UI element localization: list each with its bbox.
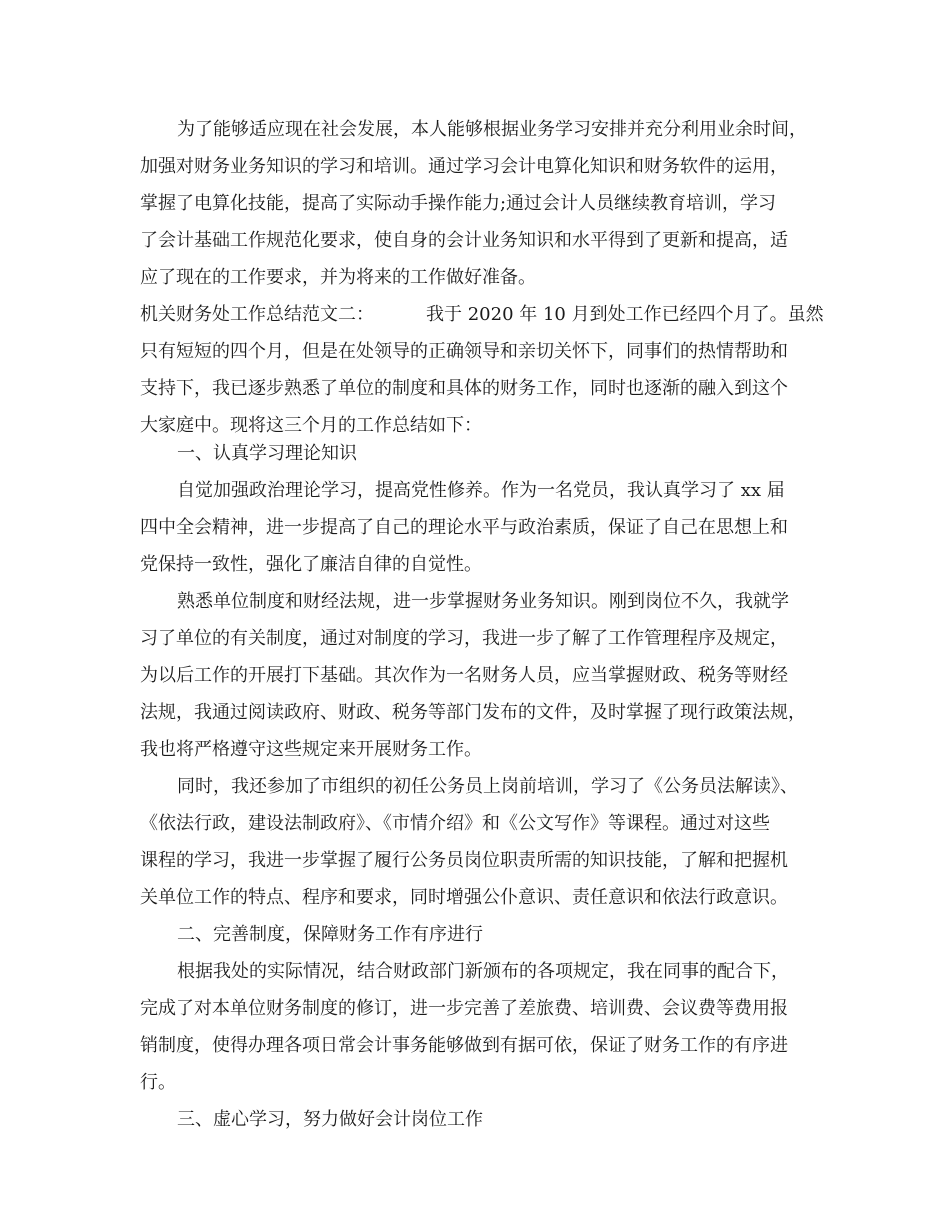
text-line: 为以后工作的开展打下基础。其次作为一名财务人员，应当掌握财政、税务等财经 — [140, 665, 788, 686]
text-line: 党保持一致性，强化了廉洁自律的自觉性。 — [140, 554, 482, 575]
text-line: 我也将严格遵守这些规定来开展财务工作。 — [140, 739, 482, 760]
text-line: 只有短短的四个月，但是在处领导的正确领导和亲切关怀下，同事们的热情帮助和 — [140, 341, 788, 362]
text-line: 支持下，我已逐步熟悉了单位的制度和具体的财务工作，同时也逐渐的融入到这个 — [140, 378, 788, 399]
subheading-3: 三、虚心学习，努力做好会计岗位工作 — [177, 1109, 483, 1130]
section-title: 机关财务处工作总结范文二： — [140, 304, 374, 325]
text-line: 《依法行政，建设法制政府》、《市情介绍》和《公文写作》等课程。通过对这些 — [140, 813, 770, 834]
text-line: 我于 2020 年 10 月到处工作已经四个月了。虽然 — [426, 304, 824, 325]
section-heading-line — [140, 303, 824, 327]
subheading-2: 二、完善制度，保障财务工作有序进行 — [177, 924, 483, 945]
text-line: 销制度，使得办理各项日常会计事务能够做到有据可依，保证了财务工作的有序进 — [140, 1035, 788, 1056]
text-line: 根据我处的实际情况，结合财政部门新颁布的各项规定，我在同事的配合下， — [177, 961, 789, 982]
text-line: 法规，我通过阅读政府、财政、税务等部门发布的文件，及时掌握了现行政策法规， — [140, 702, 806, 723]
text-line: 自觉加强政治理论学习，提高党性修养。作为一名党员，我认真学习了 xx 届 — [177, 480, 785, 501]
subheading-1: 一、认真学习理论知识 — [177, 443, 357, 464]
text-line: 完成了对本单位财务制度的修订，进一步完善了差旅费、培训费、会议费等费用报 — [140, 998, 788, 1019]
text-line: 四中全会精神，进一步提高了自己的理论水平与政治素质，保证了自己在思想上和 — [140, 517, 788, 538]
text-line: 加强对财务业务知识的学习和培训。通过学习会计电算化知识和财务软件的运用， — [140, 156, 788, 177]
text-line: 了会计基础工作规范化要求，使自身的会计业务知识和水平得到了更新和提高，适 — [140, 230, 788, 251]
text-line: 同时，我还参加了市组织的初任公务员上岗前培训，学习了《公务员法解读》、 — [177, 776, 798, 797]
text-line: 大家庭中。现将这三个月的工作总结如下： — [140, 415, 482, 436]
text-line: 关单位工作的特点、程序和要求，同时增强公仆意识、责任意识和依法行政意识。 — [140, 887, 788, 908]
text-line: 熟悉单位制度和财经法规，进一步掌握财务业务知识。刚到岗位不久，我就学 — [177, 591, 789, 612]
text-line: 为了能够适应现在社会发展，本人能够根据业务学习安排并充分利用业余时间， — [177, 119, 807, 140]
text-line: 掌握了电算化技能，提高了实际动手操作能力;通过会计人员继续教育培训，学习 — [140, 193, 777, 214]
text-line: 行。 — [140, 1072, 176, 1093]
text-line: 应了现在的工作要求，并为将来的工作做好准备。 — [140, 267, 536, 288]
text-line: 课程的学习，我进一步掌握了履行公务员岗位职责所需的知识技能，了解和把握机 — [140, 850, 788, 871]
text-line: 习了单位的有关制度，通过对制度的学习，我进一步了解了工作管理程序及规定， — [140, 628, 788, 649]
